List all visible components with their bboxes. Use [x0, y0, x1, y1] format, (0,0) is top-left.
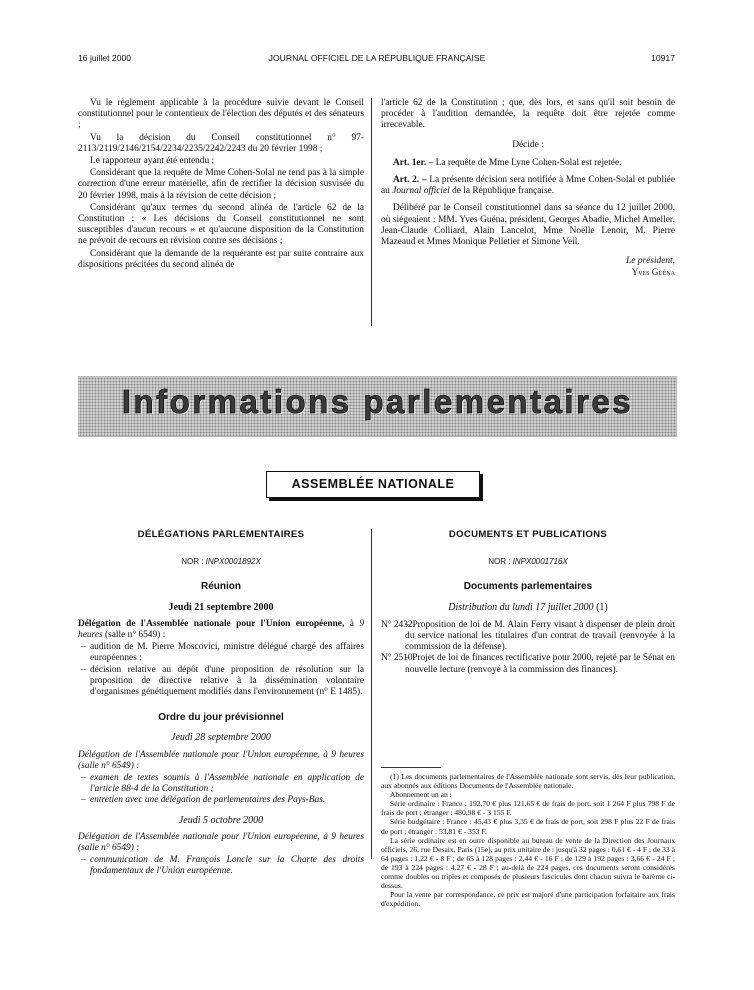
- distribution-heading: [381, 602, 675, 613]
- meeting-3-header: Délégation de l'Assemblée nationale pour l'Union européenne, à 9 heures (salle n° 6549) :: [78, 831, 364, 854]
- document-number: N° 2510.: [381, 653, 415, 664]
- documents-title: DOCUMENTS ET PUBLICATIONS: [448, 529, 608, 540]
- document-description: – Projet de loi de finances rectificative pour 2000, rejeté par le Sénat en nouvelle lecture (renvoyé à la commission des finances).: [405, 653, 675, 675]
- decision-paragraph: Considérant qu'aux termes du second alinéa de l'article 62 de la Constitution : « Les décisions du Conseil constitutionnel ne sont susceptibles d'aucun recours » et qu'aucune disposition de la Constitution ne prévoit de recours en révision contre ses décisions ;: [78, 202, 364, 247]
- decide-heading: Décide :: [512, 139, 544, 150]
- delegations-nor: [78, 556, 364, 567]
- documents-list: [381, 620, 675, 676]
- agenda-item: – décision relative au dépôt d'une proposition de résolution sur la proposition de directive relative à la dissémination volontaire d'organismes génétiquement modifiés dans l'environnement (n° E 1485).: [78, 665, 364, 699]
- footnote-paragraph: La série ordinaire est en outre disponible au bureau de vente de la Direction des Journaux officiels, 26, rue Desaix, Paris (15e), au prix unitaire de : jusqu'à 32 pages : 0,61 € - 4 F ; de 33 à 64 pages : 1,22 € - 8 F ; de 65 à 128 pages : 2,44 € - 16 F ; de 129 à 192 pages : 3,66 € - 24 F ; de 193 à 224 pages : 4,27 € - 28 F ; au-delà de 224 pages, ces documents seront considérés comme doubles ou triples et composés de plusieurs fascicules dont chacun suivra le barème ci-dessus.: [381, 835, 675, 891]
- footnote-paragraph: Série budgétaire : France : 45,43 € plus 3,35 € de frais de port, soit 298 F plus 22 F de frais de port ; étranger : 53,81 € - 353 F.: [381, 817, 675, 836]
- meeting-1-header: [78, 619, 364, 641]
- documents-nor: [381, 556, 675, 567]
- nor-code: INPX0001892X: [205, 557, 261, 567]
- meeting-2-header: Délégation de l'Assemblée nationale pour l'Union européenne, à 9 heures (salle n° 6549) :: [78, 749, 364, 771]
- agenda-item: – examen de textes soumis à l'Assemblée nationale en application de l'article 88-4 de la Constitution ;: [78, 773, 364, 795]
- decision-left-column: [78, 98, 364, 272]
- decision-paragraph: Vu le règlement applicable à la procédure suivie devant le Conseil constitutionnel pour le contentieux de l'élection des députés et des sénateurs ;: [78, 98, 364, 131]
- nor-label: NOR :: [181, 557, 204, 567]
- footnote-rule: [381, 767, 441, 768]
- signature-role: Le président,: [626, 256, 675, 267]
- signature-name: Yves Guéna: [631, 267, 675, 278]
- documents-column: [381, 529, 675, 676]
- header-journal-title: JOURNAL OFFICIEL DE LA RÉPUBLIQUE FRANÇAISE: [268, 53, 486, 63]
- meeting-date-1: Jeudi 21 septembre 2000: [168, 601, 274, 613]
- assembly-heading: ASSEMBLÉE NATIONALE: [266, 471, 480, 498]
- article-1-text: La requête de Mme Lyne Cohen-Solal est rejetée.: [435, 157, 622, 168]
- meeting-date-2: Jeudi 28 septembre 2000: [171, 732, 271, 744]
- footnote-paragraph: Série ordinaire : France : 192,70 € plus 121,65 € de frais de port, soit 1 264 F plus 798 F de frais de port ; étranger : 480,98 € - 3 155 F.: [381, 799, 675, 818]
- deliberation-paragraph: Délibéré par le Conseil constitutionnel dans sa séance du 12 juillet 2000, où siégeaient : MM. Yves Guéna, président, Georges Abadie, Michel Ameller, Jean-Claude Colliard, Alain Lancelot, Mme Noëlle Lenoir, M. Pierre Mazeaud et Mmes Monique Pelletier et Simone Veil.: [381, 203, 675, 248]
- article-2-text: La présente décision sera notifiée à Mme Cohen-Solal et publiée au: [381, 175, 675, 197]
- article-2-label: Art. 2. –: [393, 175, 427, 186]
- distribution-date: Distribution du lundi 17 juillet 2000: [448, 601, 594, 613]
- nor-label: NOR :: [488, 557, 511, 567]
- footnote-paragraph: (1) Les documents parlementaires de l'Assemblée nationale sont servis, dès leur publication, aux abonnés aux éditions Documents de l'Assemblée nationale.: [381, 772, 675, 791]
- meeting-date-3: Jeudi 5 octobre 2000: [178, 814, 264, 826]
- delegations-column: [78, 529, 364, 878]
- delegations-title: DÉLÉGATIONS PARLEMENTAIRES: [137, 529, 305, 540]
- footnote: [381, 772, 675, 908]
- article-2: [381, 175, 675, 197]
- article-2-text-end: de la République française.: [452, 186, 555, 197]
- article-1-label: Art. 1er. –: [393, 157, 434, 168]
- document-item: [381, 653, 675, 675]
- decision-paragraph: Considérant que la demande de la requérante est par suite contraire aux dispositions précitées du second alinéa de: [78, 248, 364, 270]
- meeting-1-a: à: [349, 618, 354, 629]
- decision-paragraph: Le rapporteur ayant été entendu ;: [90, 156, 215, 167]
- documents-subtitle: Documents parlementaires: [463, 581, 593, 593]
- agenda-item: – communication de M. François Loncle sur la Charte des droits fondamentaux de l'Union européenne.: [78, 855, 364, 877]
- banner-title: Informations parlementaires: [121, 383, 634, 420]
- header-date: 16 juillet 2000: [78, 53, 132, 63]
- meeting-1-body: Délégation de l'Assemblée nationale pour l'Union européenne,: [78, 618, 345, 629]
- decision-right-column: [381, 98, 675, 279]
- decision-continuation: l'article 62 de la Constitution ; que, dès lors, et sans qu'il soit besoin de procéder à l'audition demandée, la requête doit être rejetée comme irrecevable.: [381, 98, 675, 131]
- decision-paragraph: Considérant que la requête de Mme Cohen-Solal ne tend pas à la simple correction d'une erreur matérielle, afin de rectifier la décision susvisée du 20 février 1998, mais à la révision de cette décision ;: [78, 168, 364, 201]
- header-page-number: 10917: [651, 53, 675, 63]
- document-number: N° 2432.: [381, 619, 415, 630]
- section-banner: [78, 376, 677, 437]
- agenda-item: – audition de M. Pierre Moscovici, ministre délégué chargé des affaires européennes ;: [78, 642, 364, 664]
- nor-code: INPX0001716X: [512, 557, 568, 567]
- journal-officiel-mention: Journal officiel: [392, 186, 450, 197]
- footnote-paragraph: Abonnement un an :: [390, 790, 452, 800]
- meeting-3-agenda: [78, 855, 364, 877]
- meeting-1-time: 9 heures: [78, 618, 364, 641]
- decision-paragraph: Vu la décision du Conseil constitutionnel n° 97-2113/2119/2146/2154/2234/2235/2242/2243 du 20 février 1998 ;: [78, 132, 364, 154]
- meeting-1-agenda: [78, 642, 364, 698]
- reunion-heading: Réunion: [201, 581, 241, 593]
- document-item: [381, 620, 675, 654]
- footnote-ref: (1): [596, 601, 608, 613]
- column-divider: [371, 98, 372, 326]
- ordre-du-jour-heading: Ordre du jour prévisionnel: [158, 712, 284, 724]
- column-divider: [371, 529, 372, 859]
- article-1: [381, 158, 675, 169]
- agenda-item: – entretien avec une délégation de parlementaires des Pays-Bas.: [78, 795, 364, 806]
- meeting-1-room: (salle n° 6549) :: [105, 630, 166, 641]
- meeting-2-agenda: [78, 773, 364, 807]
- document-description: – Proposition de loi de M. Alain Ferry visant à dispenser de plein droit du service national les titulaires d'un contrat de travail (renvoyée à la commission de la défense).: [405, 619, 675, 653]
- footnote-paragraph: Pour la vente par correspondance, ce prix est majoré d'une participation forfaitaire aux frais d'expédition.: [381, 890, 675, 909]
